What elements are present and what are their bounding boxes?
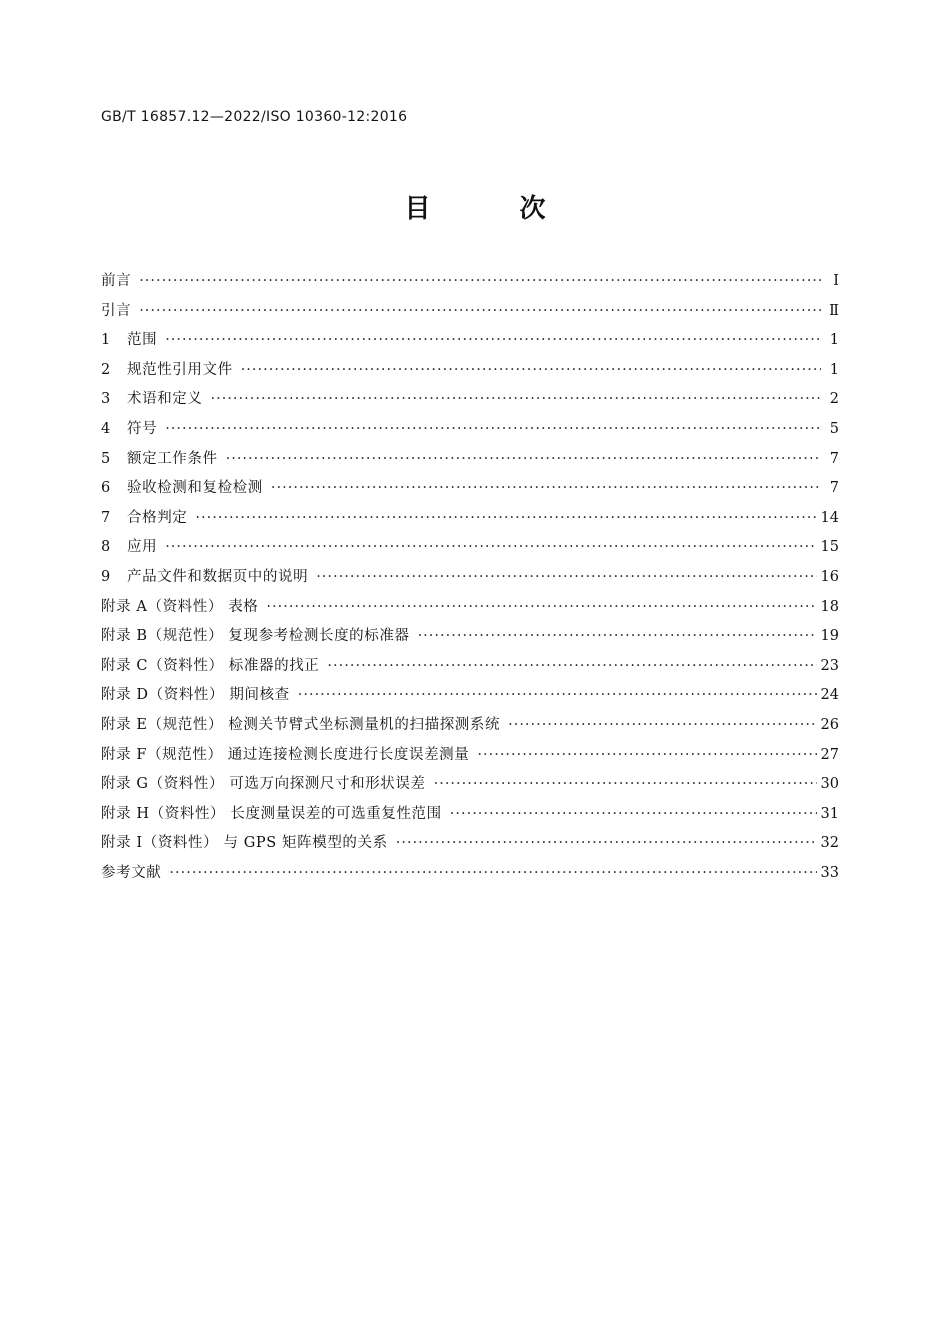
toc-entry-label: 范围 [127, 332, 158, 349]
toc-entry-label: 附录 F（规范性） 通过连接检测长度进行长度误差测量 [101, 746, 470, 763]
toc-dot-leader [165, 326, 821, 356]
toc-entry-number: 8 [101, 539, 111, 556]
toc-entry-page: 19 [820, 628, 839, 645]
toc-entry [101, 741, 839, 771]
toc-entry-label: 附录 C（资料性） 标准器的找正 [101, 657, 320, 674]
toc-entry-label: 验收检测和复检检测 [127, 480, 263, 497]
toc-entry-label: 附录 H（资料性） 长度测量误差的可选重复性范围 [101, 805, 442, 822]
toc-entry-page: 33 [820, 864, 839, 881]
toc-entry-label: 合格判定 [127, 509, 188, 526]
toc-entry-page: 32 [820, 835, 839, 852]
toc-entry [101, 385, 839, 415]
toc-entry [101, 859, 839, 889]
toc-entry [101, 800, 839, 830]
toc-entry-label: 额定工作条件 [127, 450, 218, 467]
toc-dot-leader [241, 356, 821, 386]
toc-entry-label: 引言 [101, 302, 132, 319]
toc-entry-label: 附录 B（规范性） 复现参考检测长度的标准器 [101, 628, 410, 645]
toc-entry-page: 7 [829, 450, 839, 467]
toc-entry-page: 18 [820, 598, 839, 615]
toc-entry-page: 7 [829, 480, 839, 497]
toc-entry [101, 415, 839, 445]
toc-dot-leader [271, 474, 821, 504]
toc-entry-page: 5 [829, 420, 839, 437]
toc-entry-label: 应用 [127, 539, 158, 556]
toc-entry-page: Ⅰ [833, 273, 839, 289]
toc-entry-page: Ⅱ [829, 302, 839, 319]
toc-entry-page: 1 [829, 332, 839, 349]
toc-entry-label: 规范性引用文件 [127, 361, 233, 378]
toc-entry-number: 4 [101, 420, 111, 437]
toc-entry-label: 符号 [127, 420, 158, 437]
toc-entry-label: 产品文件和数据页中的说明 [127, 568, 309, 585]
toc-dot-leader [477, 741, 816, 771]
toc-dot-leader [418, 622, 817, 652]
toc-entry [101, 593, 839, 623]
toc-dot-leader [316, 563, 816, 593]
table-of-contents [101, 267, 839, 888]
toc-entry-number: 3 [101, 391, 111, 408]
toc-entry [101, 829, 839, 859]
toc-entry-page: 27 [820, 746, 839, 763]
toc-dot-leader [266, 593, 816, 623]
toc-entry-number: 9 [101, 568, 111, 585]
toc-entry-number: 5 [101, 450, 111, 467]
toc-entry [101, 652, 839, 682]
toc-dot-leader [434, 770, 817, 800]
toc-entry [101, 356, 839, 386]
toc-entry-label: 参考文献 [101, 864, 162, 881]
toc-entry-page: 31 [820, 805, 839, 822]
toc-entry-label: 附录 E（规范性） 检测关节臂式坐标测量机的扫描探测系统 [101, 716, 501, 733]
toc-dot-leader [211, 385, 822, 415]
toc-dot-leader [450, 800, 817, 830]
toc-entry [101, 622, 839, 652]
toc-dot-leader [396, 829, 817, 859]
toc-entry-label: 附录 D（资料性） 期间核查 [101, 687, 290, 704]
toc-entry-number: 6 [101, 480, 111, 497]
toc-entry [101, 681, 839, 711]
toc-entry-page: 1 [829, 361, 839, 378]
toc-dot-leader [139, 297, 821, 327]
toc-dot-leader [165, 533, 816, 563]
toc-entry-page: 24 [820, 687, 839, 704]
toc-entry [101, 445, 839, 475]
toc-entry-page: 14 [820, 509, 839, 526]
toc-entry [101, 267, 839, 297]
toc-entry [101, 504, 839, 534]
toc-dot-leader [139, 267, 821, 297]
toc-entry-page: 30 [820, 776, 839, 793]
toc-entry-label: 术语和定义 [127, 391, 203, 408]
toc-entry [101, 563, 839, 593]
toc-entry [101, 533, 839, 563]
standard-code-header: GB/T 16857.12—2022/ISO 10360-12:2016 [101, 109, 408, 125]
toc-entry-label: 附录 A（资料性） 表格 [101, 598, 259, 615]
toc-entry-page: 26 [820, 716, 839, 733]
toc-entry [101, 770, 839, 800]
toc-entry [101, 711, 839, 741]
toc-entry-number: 7 [101, 509, 111, 526]
toc-entry-label: 附录 I（资料性） 与 GPS 矩阵模型的关系 [101, 835, 388, 852]
toc-dot-leader [226, 445, 821, 475]
toc-entry [101, 474, 839, 504]
toc-entry-number: 2 [101, 361, 111, 378]
toc-entry [101, 326, 839, 356]
toc-dot-leader [169, 859, 816, 889]
toc-title: 目 次 [404, 194, 586, 224]
toc-dot-leader [195, 504, 816, 534]
toc-entry [101, 297, 839, 327]
toc-dot-leader [327, 652, 816, 682]
toc-entry-label: 前言 [101, 273, 132, 289]
toc-entry-page: 23 [820, 657, 839, 674]
toc-entry-page: 15 [820, 539, 839, 556]
toc-entry-number: 1 [101, 332, 111, 349]
toc-dot-leader [298, 681, 817, 711]
toc-entry-page: 16 [820, 568, 839, 585]
toc-entry-label: 附录 G（资料性） 可选万向探测尺寸和形状误差 [101, 776, 426, 793]
toc-entry-page: 2 [829, 391, 839, 408]
toc-dot-leader [165, 415, 821, 445]
toc-dot-leader [508, 711, 816, 741]
